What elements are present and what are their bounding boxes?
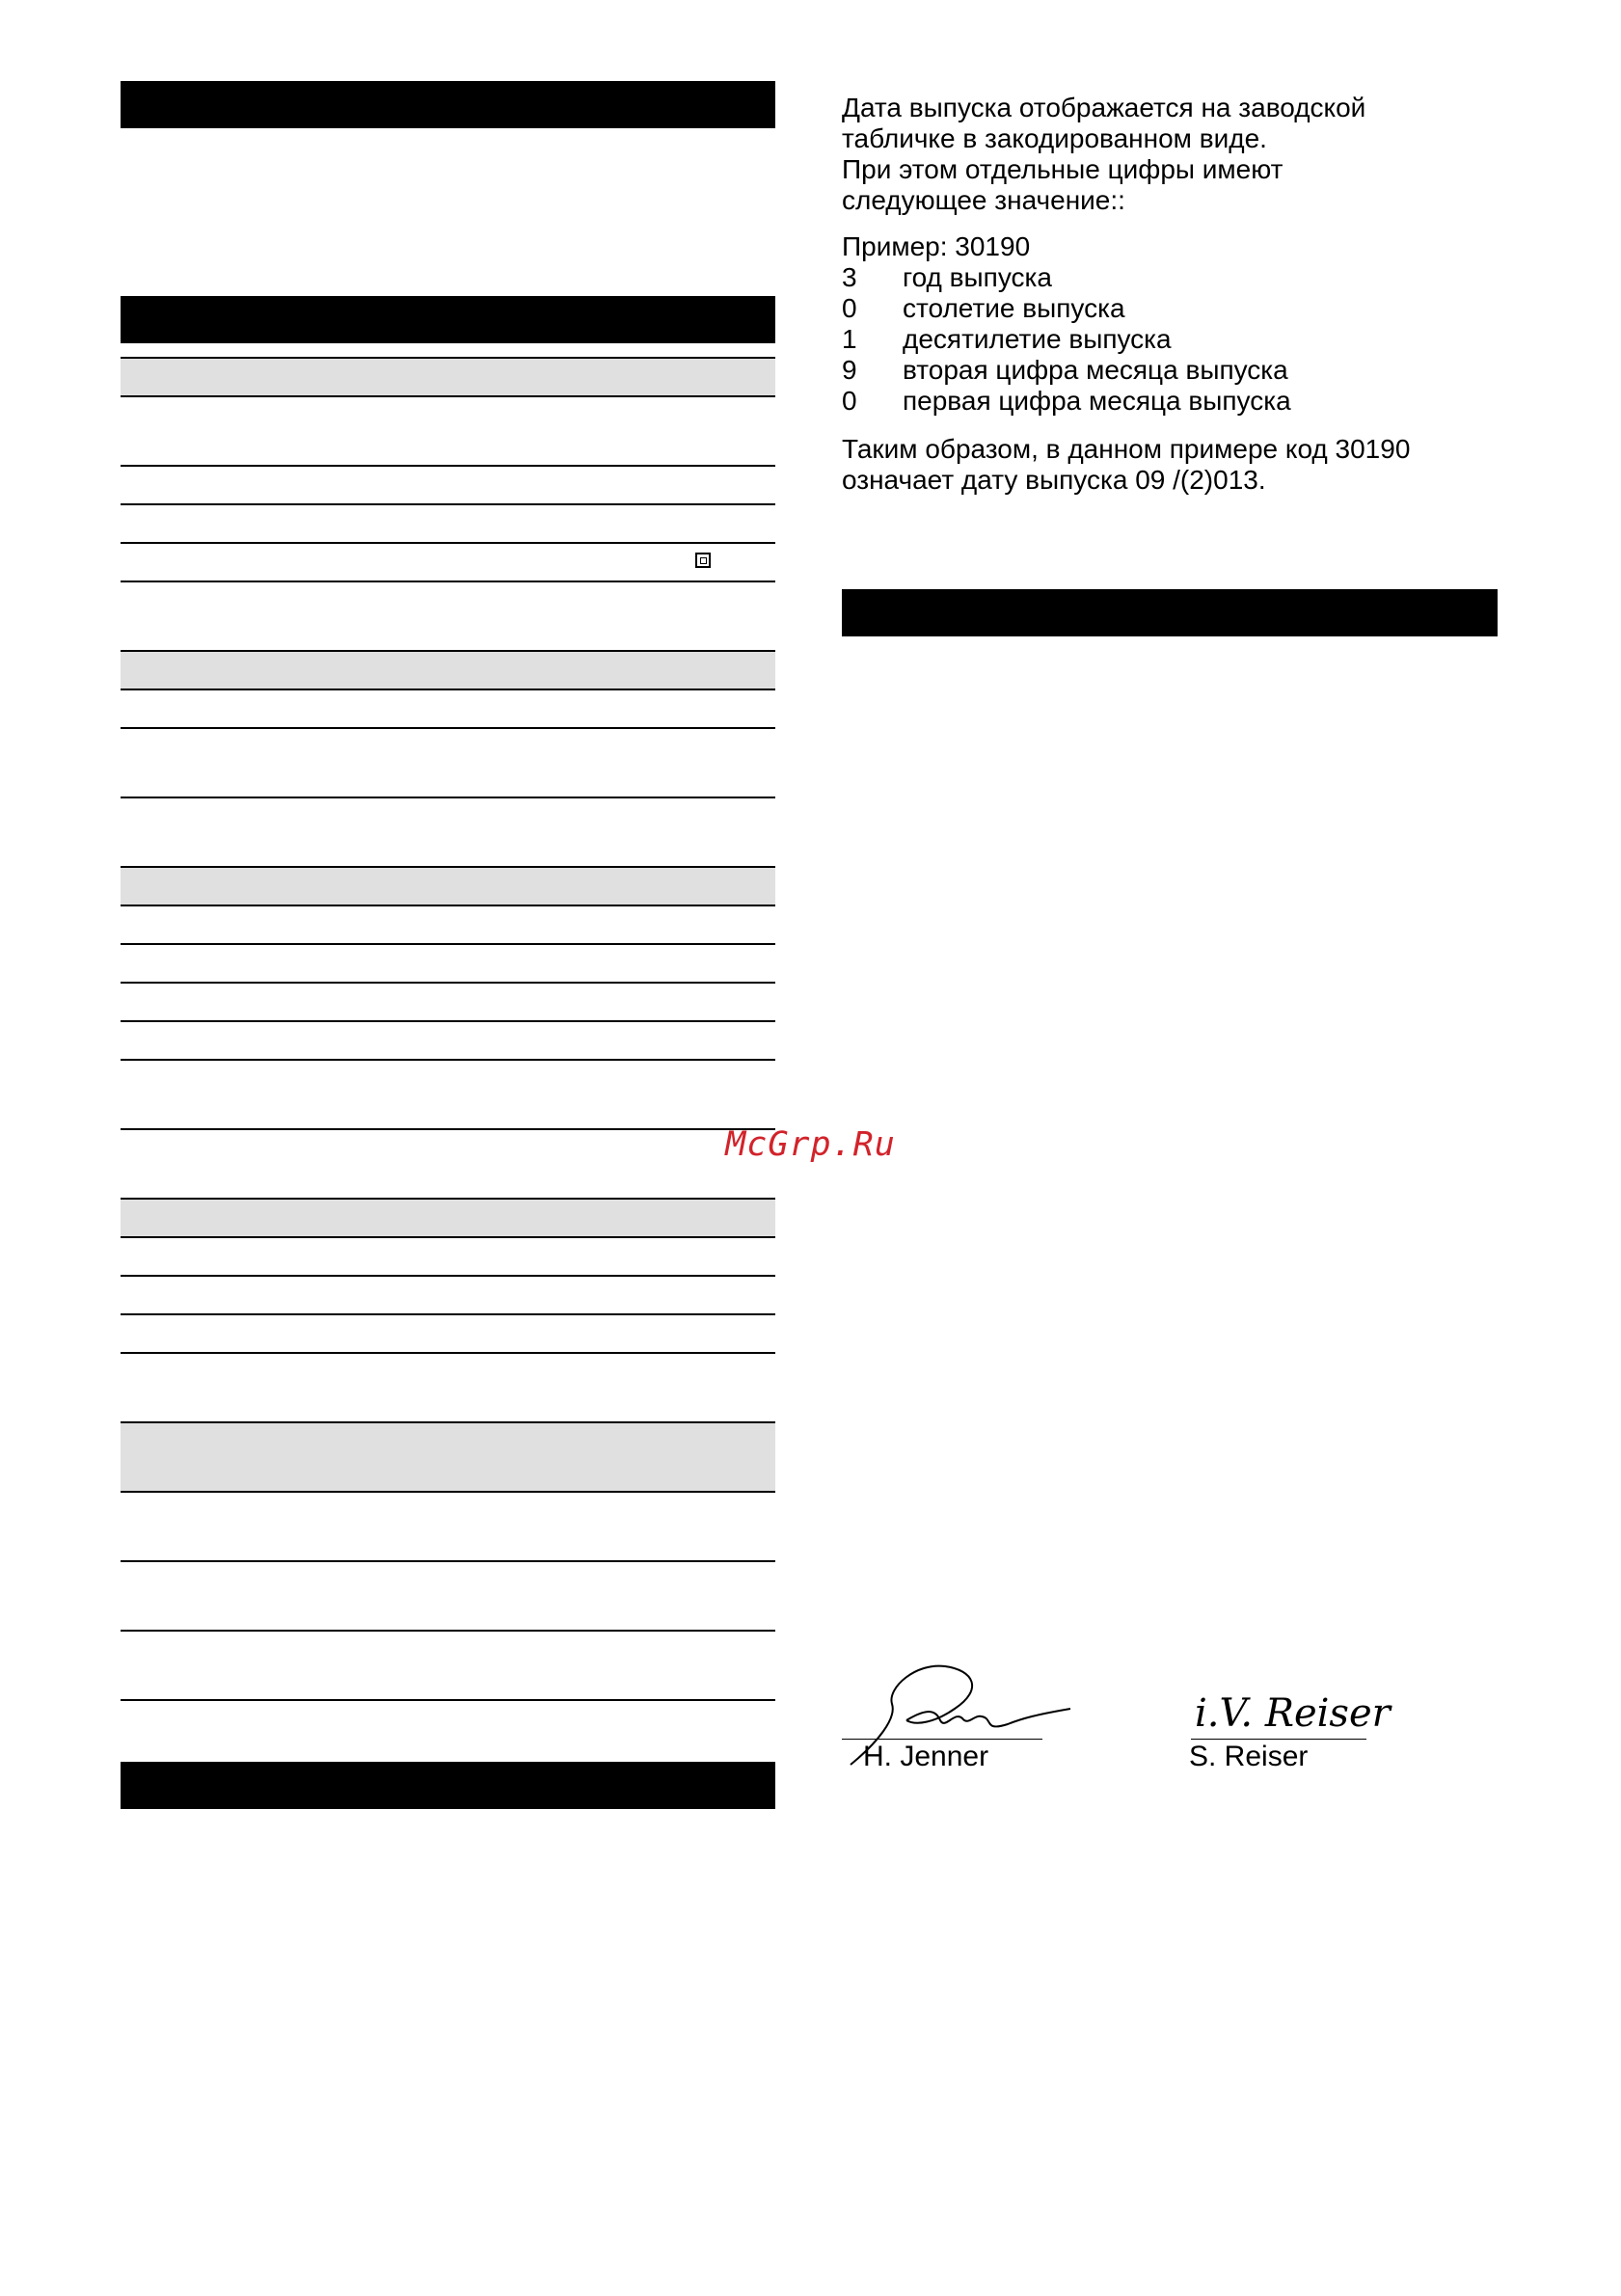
- intro-line: следующее значение::: [842, 185, 1125, 215]
- table-row-divider: [121, 1020, 775, 1022]
- table-row-divider: [121, 1560, 775, 1562]
- table-row-divider: [121, 542, 775, 544]
- signature-name-right: S. Reiser: [1189, 1741, 1309, 1772]
- code-row: [842, 293, 1291, 324]
- table-row-divider: [121, 866, 775, 868]
- table-row-divider: [121, 395, 775, 397]
- protection-class-icon: [695, 553, 711, 568]
- intro-line: Дата выпуска отображается на заводской: [842, 93, 1366, 122]
- signature-reiser-handwriting: [1191, 1676, 1391, 1743]
- intro-line: табличке в закодированном виде.: [842, 123, 1267, 153]
- table-row-divider: [121, 1421, 775, 1423]
- table-row-divider: [121, 1198, 775, 1200]
- code-row: [842, 386, 1291, 417]
- signature-line-right: [1191, 1739, 1366, 1740]
- code-digit: 0: [842, 386, 857, 416]
- date-code-conclusion: [842, 434, 1410, 496]
- table-row-divider: [121, 905, 775, 906]
- date-code-intro: [842, 93, 1365, 216]
- table-row-divider: [121, 982, 775, 984]
- table-row-divider: [121, 797, 775, 798]
- table-group-row: [121, 652, 775, 689]
- code-meaning: вторая цифра месяца выпуска: [903, 355, 1288, 385]
- table-row-divider: [121, 465, 775, 467]
- table-row-divider: [121, 1275, 775, 1277]
- date-code-example: [842, 231, 1291, 417]
- code-meaning: десятилетие выпуска: [903, 324, 1172, 354]
- code-meaning: столетие выпуска: [903, 293, 1125, 323]
- section-header-bar-2: [121, 296, 775, 343]
- section-header-bar-right: [842, 589, 1498, 636]
- table-row-divider: [121, 943, 775, 945]
- code-digit: 3: [842, 262, 857, 292]
- section-header-bar-3: [121, 1762, 775, 1809]
- table-row-divider: [121, 503, 775, 505]
- signature-reiser-text: i.V. Reiser: [1195, 1691, 1391, 1736]
- table-row-divider: [121, 1352, 775, 1354]
- signature-line-left: [842, 1739, 1042, 1740]
- section-header-bar-1: [121, 81, 775, 128]
- table-row-divider: [121, 1313, 775, 1315]
- table-row-divider: [121, 689, 775, 690]
- code-meaning: год выпуска: [903, 262, 1052, 292]
- table-row-divider: [121, 727, 775, 729]
- table-group-row: [121, 868, 775, 905]
- table-row-divider: [121, 1236, 775, 1238]
- table-row-divider: [121, 357, 775, 359]
- code-row: [842, 355, 1291, 386]
- table-group-row: [121, 359, 775, 396]
- conclusion-line: Таким образом, в данном примере код 30190: [842, 434, 1411, 464]
- table-row-divider: [121, 581, 775, 582]
- watermark: McGrp.Ru: [725, 1125, 896, 1164]
- code-meaning: первая цифра месяца выпуска: [903, 386, 1291, 416]
- table-row-divider: [121, 1699, 775, 1701]
- example-label: Пример: 30190: [842, 231, 1031, 261]
- table-row-divider: [121, 1630, 775, 1632]
- table-row-divider: [121, 1059, 775, 1061]
- table-group-row: [121, 1200, 775, 1237]
- code-digit: 0: [842, 293, 857, 323]
- code-row: [842, 324, 1291, 355]
- code-digit: 1: [842, 324, 857, 354]
- signature-name-left: H. Jenner: [863, 1741, 989, 1772]
- table-row-divider: [121, 1491, 775, 1493]
- table-group-row: [121, 1423, 775, 1491]
- table-row-divider: [121, 650, 775, 652]
- code-row: [842, 262, 1291, 293]
- conclusion-line: означает дату выпуска 09 /(2)013.: [842, 465, 1266, 495]
- intro-line: При этом отдельные цифры имеют: [842, 154, 1283, 184]
- code-digit: 9: [842, 355, 857, 385]
